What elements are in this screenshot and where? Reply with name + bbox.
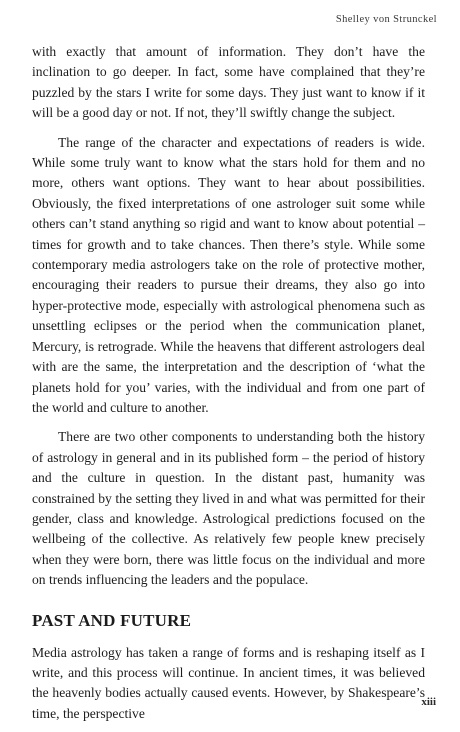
paragraph-continuation: with exactly that amount of information. They don’t have the inclination to go deeper. In fact, some have complained that they’re puzzled by the stars I write for some days. They just want to know if it will be a good day or not. If not, they’ll swiftly change the subject.: [32, 44, 425, 121]
page-number: xiii: [421, 696, 436, 708]
paragraph-media-astrology: Media astrology has taken a range of forms and is reshaping itself as I write, and this process will continue. In ancient times, it was believed the heavenly bodies actually caused events. However, by Shakespeare’s time, the perspective: [32, 644, 425, 721]
paragraph-range-of-readers: The range of the character and expectations of readers is wide. While some truly want to know what the stars hold for them and no more, others want options. They want to hear about possibilities. Obviously, the fixed interpretations of one astrologer suit some while others can’t stand anything so rigid and want to know about potential – times for growth and to take chances. Then there’s style. While some contemporary media astrologers take on the role of protective mother, encouraging their readers to pursue their dreams, they also go into hyper-protective mode, especially with astrological phenomena such as unsettling eclipses or the period when the communication planet, Mercury, is retrograde. While the heavens that different astrologers deal with are the same, the interpretation and the description of ‘what the planets hold for you’ varies, with the individual and from one part of the world and culture to another.: [32, 134, 425, 415]
text-block: [32, 42, 425, 724]
running-head: Shelley von Strunckel: [335, 14, 437, 25]
section-heading: PAST AND FUTURE: [32, 610, 192, 630]
paragraph-history-components: There are two other components to understanding both the history of astrology in general and in its published form – the period of history and the culture in question. In the distant past, humanity was constrained by the setting they lived in and what was permitted for their gender, class and knowledge. Astrological predictions focused on the wellbeing of the collective. As relatively few people knew precisely when they were born, there was little focus on the individual and more on trends influencing the leaders and the populace.: [32, 429, 425, 588]
